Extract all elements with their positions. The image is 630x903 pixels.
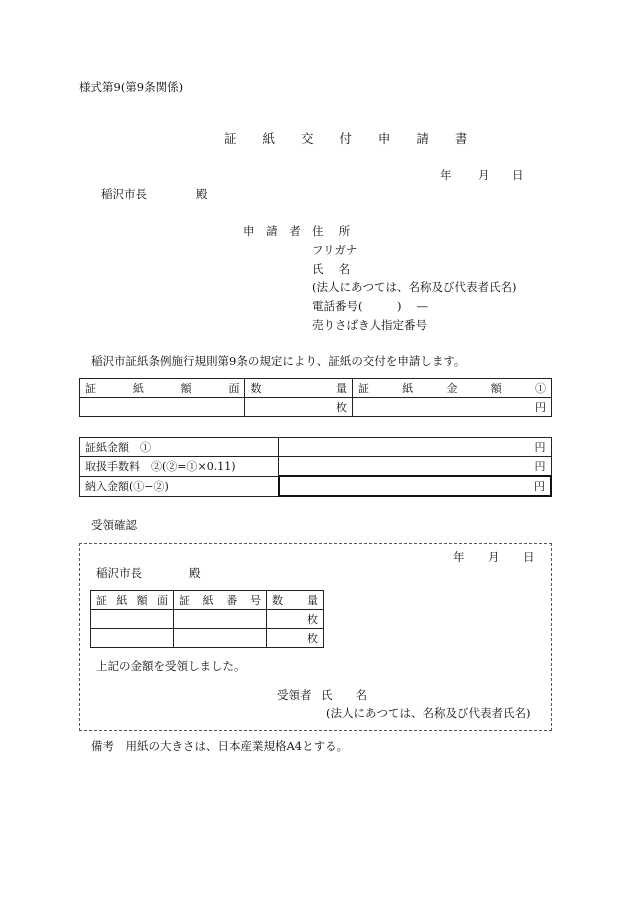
stamp-table xyxy=(79,378,552,417)
header-amount: 証紙金額① xyxy=(353,379,552,398)
header-denomination: 証紙額面 xyxy=(91,591,174,610)
table-row xyxy=(91,591,324,610)
denomination-cell[interactable] xyxy=(91,610,174,629)
quantity-cell[interactable]: 枚 xyxy=(267,629,324,648)
date-day: 日 xyxy=(512,168,524,182)
applicant-name-label: 氏 名 xyxy=(312,262,351,276)
serial-cell[interactable] xyxy=(174,610,267,629)
applicant-furigana-label: フリガナ xyxy=(312,243,358,257)
receipt-section-label: 受領確認 xyxy=(91,518,137,532)
header-serial: 証紙番号 xyxy=(174,591,267,610)
table-row xyxy=(80,438,552,457)
table-row xyxy=(80,379,552,398)
table-row xyxy=(80,398,552,417)
table-row xyxy=(80,476,552,496)
receipt-date-month: 月 xyxy=(488,550,500,564)
applicant-corp-note: (法人にあつては、名称及び代表者氏名) xyxy=(312,280,517,294)
receipt-table xyxy=(90,590,324,648)
denomination-cell[interactable] xyxy=(91,629,174,648)
receipt-statement: 上記の金額を受領しました。 xyxy=(96,659,246,673)
fee-row-value[interactable]: 円 xyxy=(279,476,552,496)
table-row xyxy=(91,629,324,648)
denomination-cell[interactable] xyxy=(80,398,245,417)
header-quantity: 数量 xyxy=(245,379,353,398)
fee-row-label: 証紙金額 ① xyxy=(80,438,279,457)
receipt-addressee-honorific: 殿 xyxy=(189,566,201,580)
fee-row-value[interactable]: 円 xyxy=(279,457,552,477)
applicant-label: 申 請 者 xyxy=(243,224,305,238)
receipt-date-year: 年 xyxy=(453,550,465,564)
fee-row-value[interactable]: 円 xyxy=(279,438,552,457)
quantity-cell[interactable]: 枚 xyxy=(267,610,324,629)
fee-row-label: 納入金額(①−②) xyxy=(80,476,279,496)
applicant-address-label: 住 所 xyxy=(312,224,351,238)
page-title: 証 紙 交 付 申 請 書 xyxy=(224,131,479,146)
fee-table xyxy=(79,437,552,497)
request-text: 稲沢市証紙条例施行規則第9条の規定により、証紙の交付を申請します。 xyxy=(91,354,466,368)
applicant-phone-label: 電話番号( ) — xyxy=(312,299,429,313)
applicant-seller-id-label: 売りさばき人指定番号 xyxy=(312,318,427,332)
fee-row-label: 取扱手数料 ②(②=①×0.11) xyxy=(80,457,279,477)
form-id: 様式第9(第9条関係) xyxy=(79,80,184,94)
quantity-cell[interactable]: 枚 xyxy=(245,398,353,417)
receipt-addressee-name: 稲沢市長 xyxy=(96,566,142,580)
receiver-name-label: 氏 名 xyxy=(321,688,367,702)
amount-cell[interactable]: 円 xyxy=(353,398,552,417)
date-month: 月 xyxy=(478,168,490,182)
addressee-honorific: 殿 xyxy=(196,187,208,201)
receiver-label: 受領者 xyxy=(277,688,312,702)
serial-cell[interactable] xyxy=(174,629,267,648)
header-denomination: 証紙額面 xyxy=(80,379,245,398)
table-row xyxy=(80,457,552,477)
receiver-corp-note: (法人にあつては、名称及び代表者氏名) xyxy=(326,706,531,720)
table-row xyxy=(91,610,324,629)
date-year: 年 xyxy=(440,168,452,182)
addressee-name: 稲沢市長 xyxy=(101,187,147,201)
receipt-date-day: 日 xyxy=(523,550,535,564)
header-quantity: 数量 xyxy=(267,591,324,610)
remarks: 備考 用紙の大きさは、日本産業規格A4とする。 xyxy=(91,739,349,753)
